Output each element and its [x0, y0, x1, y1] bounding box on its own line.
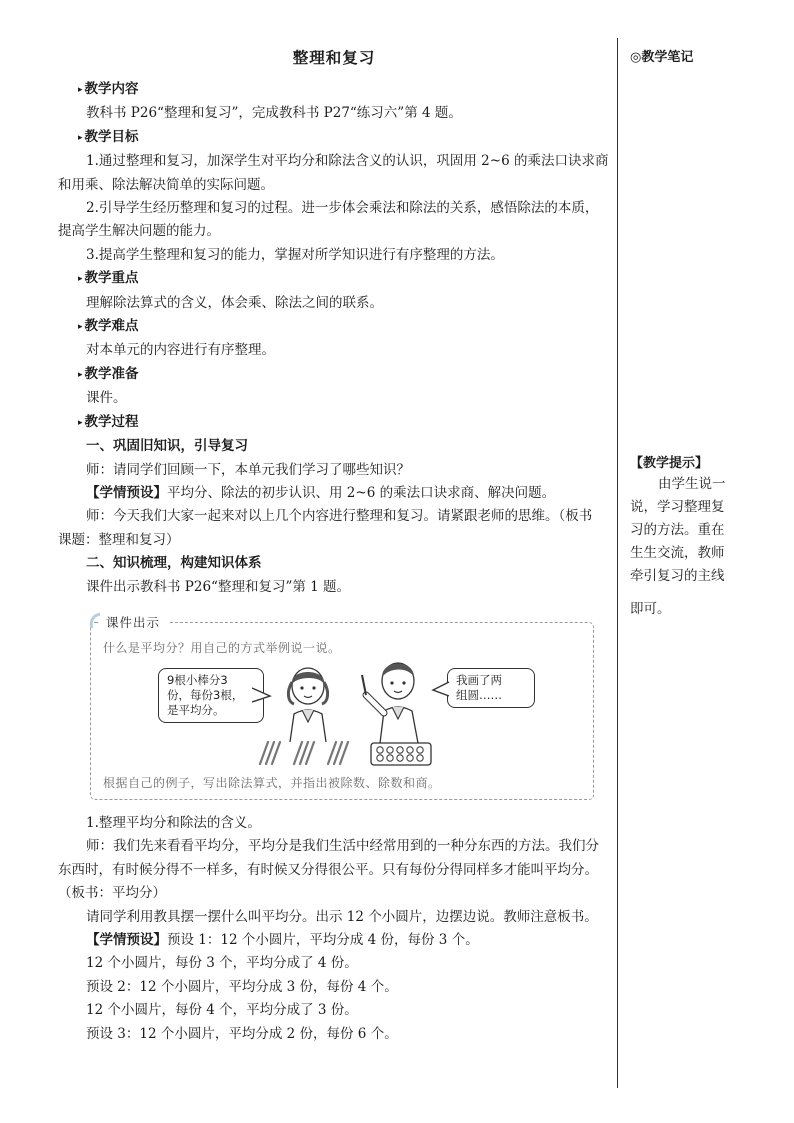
teaching-tip-title: 【教学提示】	[630, 456, 709, 471]
speech-bubble-right: 我画了两 组圆……	[447, 668, 535, 708]
triangle-bullet-icon: ▸	[78, 322, 83, 333]
difficulty-text: 对本单元的内容进行有序整理。	[86, 342, 275, 359]
prep-text: 课件。	[86, 390, 127, 407]
main-column-continued	[58, 812, 610, 1046]
after-7: 12 个小圆片，每份 4 个，平均分成了 3 份。	[86, 1002, 358, 1019]
page-title: 整理和复习	[292, 49, 376, 67]
triangle-bullet-icon: ▸	[78, 369, 83, 380]
sticks-icon	[254, 740, 358, 766]
paragraph-3a: 师：今天我们大家一起来对以上几个内容进行整理和复习。请紧跟老师的思维。（板书	[86, 508, 593, 525]
panel-question: 什么是平均分？用自己的方式举例说一说。	[103, 641, 341, 655]
bubble-pointer-right-icon	[431, 680, 451, 700]
section-heading-goals: ▸ 教学目标	[78, 128, 139, 145]
preset-label: 【学情预设】	[86, 932, 167, 949]
courseware-tab: 课件出示	[100, 612, 168, 634]
part-1-heading: 一、巩固旧知识，引导复习	[86, 438, 248, 455]
side-note-header: ◎教学笔记	[630, 50, 694, 65]
after-2c: （板书：平均分）	[58, 885, 166, 902]
goal-2b: 提高学生解决问题的能力。	[58, 223, 220, 240]
after-6: 预设 2：12 个小圆片，平均分成 3 份，每份 4 个。	[86, 978, 398, 995]
boy-student-icon	[352, 655, 432, 743]
paragraph-1: 师：请同学们回顾一下，本单元我们学习了哪些知识？	[86, 461, 410, 478]
triangle-bullet-icon: ▸	[78, 85, 83, 95]
bubble-pointer-left-icon	[252, 686, 274, 706]
paragraph-3b: 课题：整理和复习）	[58, 531, 180, 548]
content-text: 教科书 P26“整理和复习”，完成教科书 P27“练习六”第 4 题。	[86, 105, 462, 122]
panel-bottom-prompt: 根据自己的例子，写出除法算式，并指出被除数、除数和商。	[103, 776, 441, 790]
preset-label: 【学情预设】	[86, 484, 167, 501]
goal-2a: 2.引导学生经历整理和复习的过程。进一步体会乘法和除法的关系，感悟除法的本质，	[86, 200, 599, 217]
after-3: 请同学利用教具摆一摆什么叫平均分。出示 12 个小圆片，边摆边说。教师注意板书。	[86, 908, 598, 925]
key-text: 理解除法算式的含义，体会乘、除法之间的联系。	[86, 294, 383, 311]
goal-3: 3.提高学生整理和复习的能力，掌握对所学知识进行有序整理的方法。	[86, 246, 504, 263]
side-note-column	[630, 46, 740, 65]
after-2b: 东西时，有时候分得不一样多，有时候又分得很公平。只有每份分得同样多才能叫平均分。	[58, 861, 598, 878]
teaching-tip	[630, 452, 740, 621]
section-heading-prep: ▸ 教学准备	[78, 365, 139, 382]
triangle-bullet-icon: ▸	[78, 132, 83, 143]
paragraph-4: 课件出示教科书 P26“整理和复习”第 1 题。	[86, 578, 351, 595]
after-8: 预设 3：12 个小圆片，平均分成 2 份，每份 6 个。	[86, 1025, 398, 1042]
triangle-bullet-icon: ▸	[78, 274, 83, 285]
after-2a: 师：我们先来看看平均分，平均分是我们生活中经常用到的一种分东西的方法。我们分	[86, 838, 599, 855]
after-5: 12 个小圆片，每份 3 个，平均分成了 4 份。	[86, 955, 358, 972]
teaching-tip-body: 由学生说一 说，学习整理复 习的方法。重在 生生交流，教师 牵引复习的主线 即可。	[630, 476, 726, 617]
main-column	[58, 46, 610, 599]
paragraph-2: 【学情预设】平均分、除法的初步认识、用 2~6 的乘法口诀求商、解决问题。	[86, 484, 556, 501]
goal-1a: 1.通过整理和复习，加深学生对平均分和除法含义的认识，巩固用 2~6 的乘法口诀求商	[86, 153, 609, 170]
circle-groups-icon	[370, 742, 432, 766]
triangle-bullet-icon: ▸	[78, 417, 83, 428]
after-4: 【学情预设】预设 1：12 个小圆片，平均分成 4 份，每份 3 个。	[86, 932, 479, 949]
section-heading-key: ▸ 教学重点	[78, 270, 139, 287]
goal-1b: 和用乘、除法解决简单的实际问题。	[58, 176, 274, 193]
column-divider	[617, 38, 618, 1088]
section-heading-process: ▸ 教学过程	[78, 413, 139, 430]
tab-swoosh-icon	[88, 612, 102, 630]
girl-student-icon	[276, 662, 340, 742]
part-2-heading: 二、知识梳理，构建知识体系	[86, 555, 262, 572]
section-heading-difficulty: ▸ 教学难点	[78, 318, 139, 335]
speech-bubble-left: 9根小棒分3 份，每份3根， 是平均分。	[158, 668, 264, 723]
after-1: 1.整理平均分和除法的含义。	[86, 815, 261, 831]
section-heading-content: ▸ 教学内容	[78, 81, 139, 97]
